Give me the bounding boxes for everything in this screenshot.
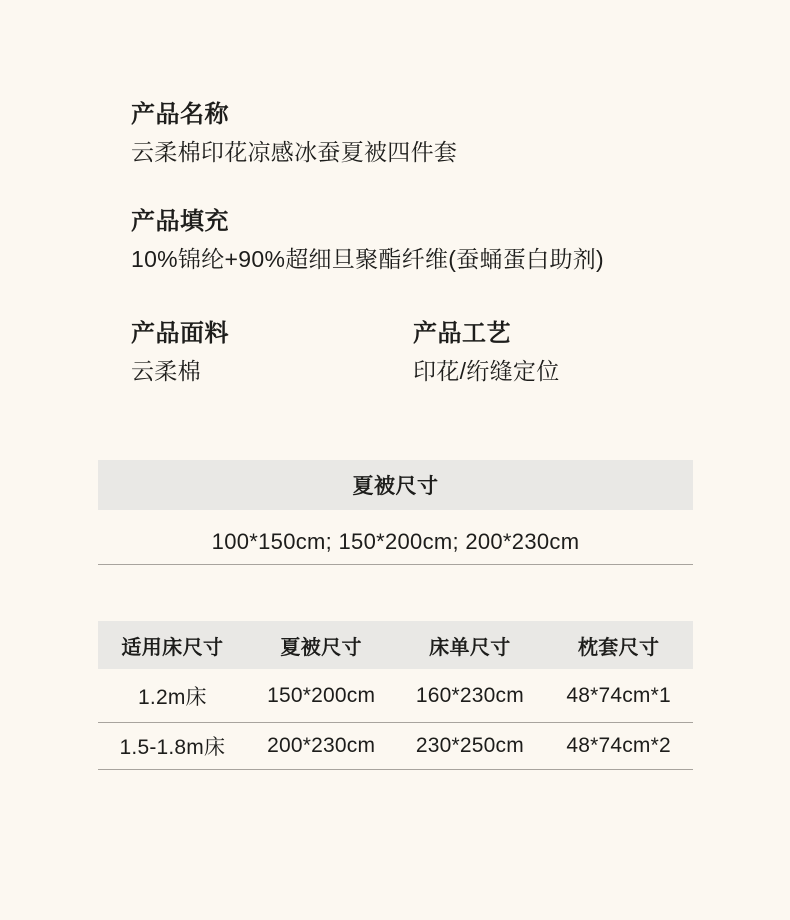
product-filling-label: 产品填充 (131, 208, 229, 235)
quilt-size-header-band (98, 460, 693, 510)
row2-sheet-size: 230*250cm (415, 734, 524, 757)
size-table-row-1 (98, 669, 693, 722)
size-table-header-sheet: 床单尺寸 (429, 636, 511, 659)
row1-bed-size: 1.2m床 (138, 685, 207, 709)
size-table-header-pillowcase: 枕套尺寸 (577, 636, 660, 659)
row1-sheet-size: 160*230cm (415, 683, 524, 707)
product-craft-label: 产品工艺 (413, 320, 511, 347)
row2-quilt-size: 200*230cm (267, 734, 376, 757)
product-fabric-label: 产品面料 (131, 320, 229, 347)
size-table-header-row (98, 621, 693, 669)
product-name-value: 云柔棉印花凉感冰蚕夏被四件套 (131, 139, 458, 165)
size-table-header-quilt: 夏被尺寸 (280, 636, 362, 659)
row2-bed-size: 1.5-1.8m床 (119, 736, 226, 759)
quilt-size-values: 100*150cm; 150*200cm; 200*230cm (211, 529, 580, 554)
quilt-size-header-title: 夏被尺寸 (352, 475, 439, 498)
size-table-header-bed: 适用床尺寸 (121, 636, 224, 659)
product-filling-value: 10%锦纶+90%超细旦聚酯纤维(蚕蛹蛋白助剂) (131, 246, 605, 272)
divider-under-quilt-sizes (98, 564, 693, 565)
product-fabric-value: 云柔棉 (131, 358, 201, 384)
product-craft-value: 印花/绗缝定位 (413, 358, 560, 384)
row1-pillowcase-size: 48*74cm*1 (566, 683, 671, 707)
row1-quilt-size: 150*200cm (267, 683, 376, 707)
size-table-row-2 (98, 723, 693, 769)
row2-pillowcase-size: 48*74cm*2 (566, 734, 671, 757)
product-name-label: 产品名称 (131, 101, 229, 128)
divider-table-bottom (98, 769, 693, 770)
